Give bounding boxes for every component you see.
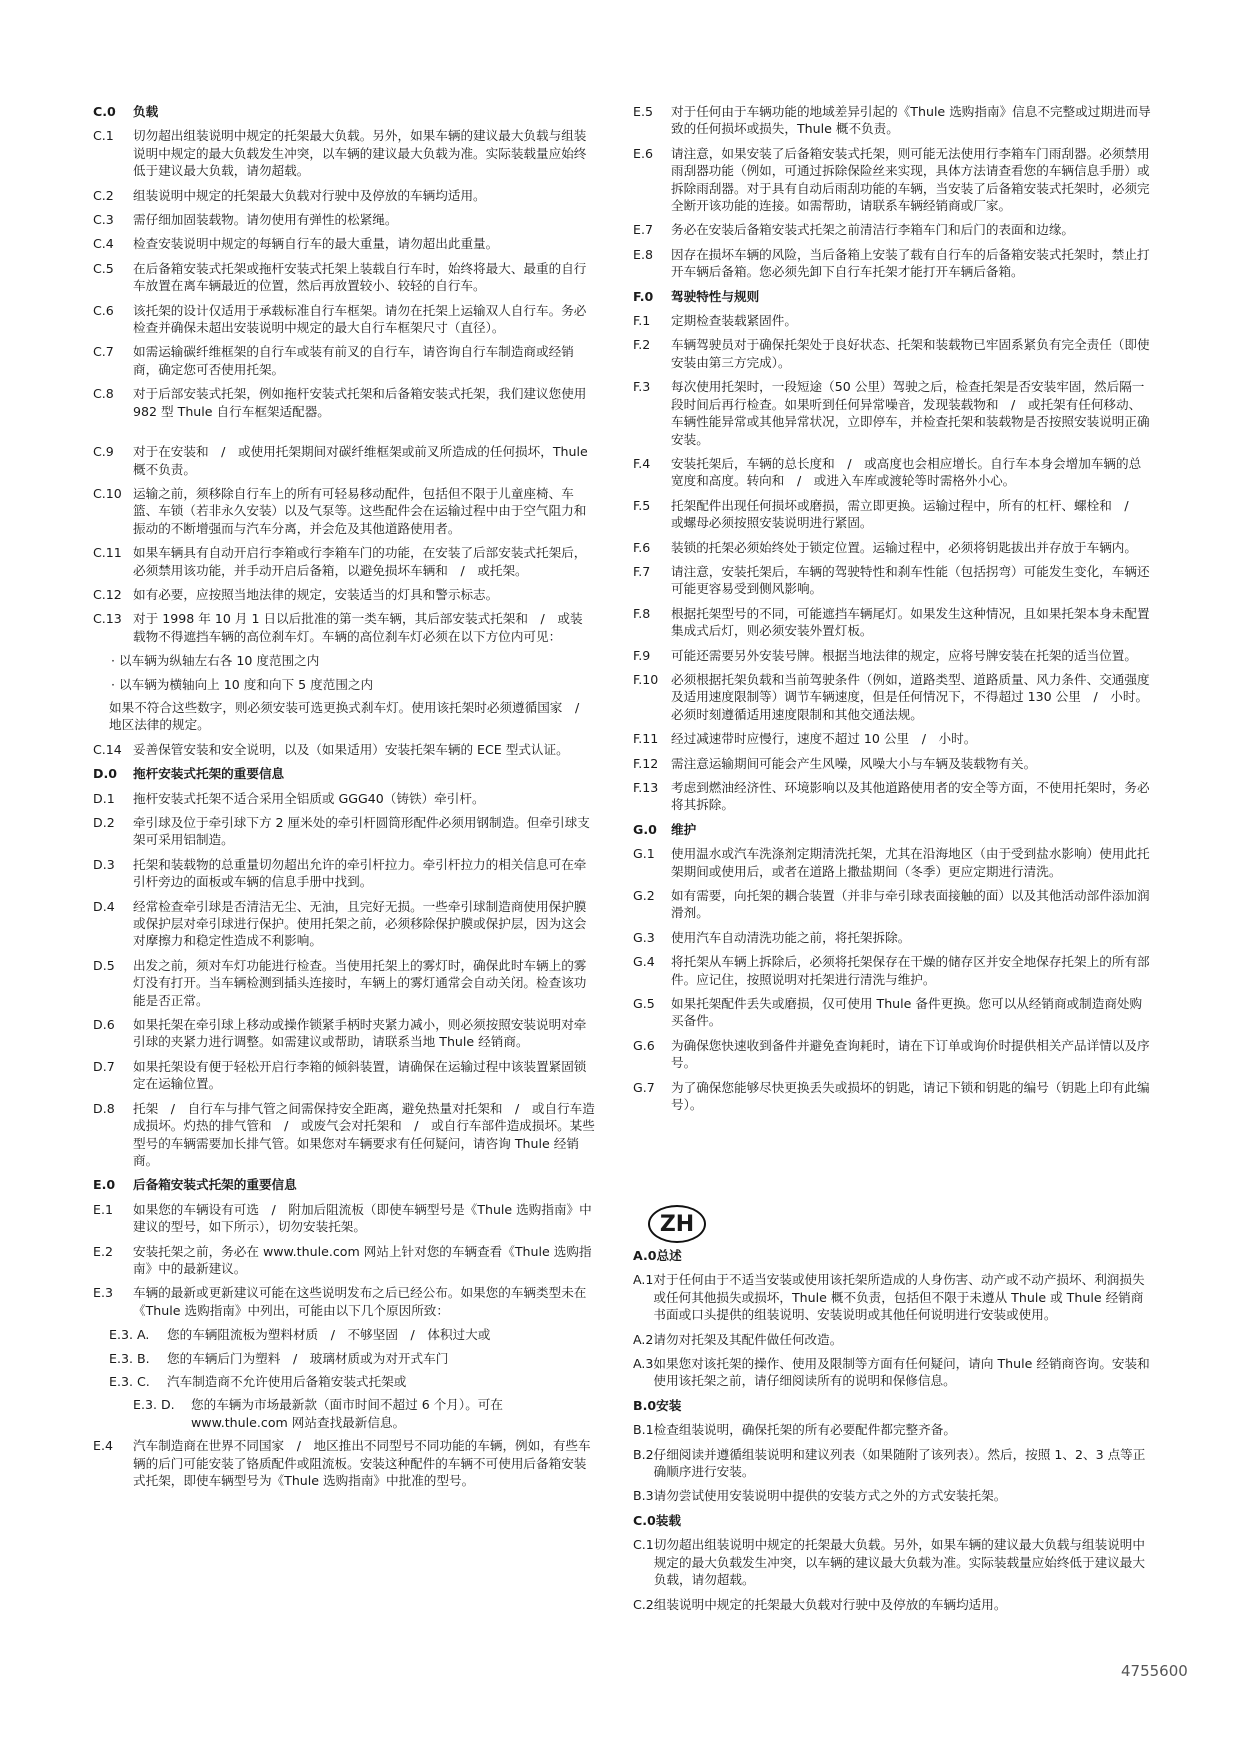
section-heading: [633, 1247, 1153, 1264]
item-number: C.2: [633, 1596, 654, 1612]
item-text: 使用汽车自动清洗功能之前，将托架拆除。: [671, 929, 911, 945]
numbered-item: [93, 856, 595, 891]
item-number: F.3: [633, 379, 651, 395]
heading-text: 总述: [656, 1248, 682, 1263]
item-text: 对于在安装和 / 或使用托架期间对碳纤维框架或前叉所造成的任何损坏，Thule 概不负责。: [133, 444, 588, 477]
item-text: 需注意运输期间可能会产生风噪，风噪大小与车辆及装载物有关。: [671, 755, 1037, 771]
numbered-item: [93, 235, 595, 252]
item-text: 如有需要，向托架的耦合装置（并非与牵引球表面接触的面）以及其他活动部件添加润滑剂。: [671, 888, 1150, 921]
bullet-item: · 以车辆为横轴向上 10 度和向下 5 度范围之内: [111, 676, 374, 692]
item-number: F.0: [633, 288, 654, 304]
item-text: 对于后部安装式托架，例如拖杆安装式托架和后备箱安装式托架，我们建议您使用 982 型 Thule 自行车框架适配器。: [133, 386, 587, 419]
item-number: B.0: [633, 1397, 657, 1413]
item-text: 您的车辆后门为塑料 / 玻璃材质或为对开式车门: [167, 1350, 449, 1366]
numbered-item: [633, 221, 1153, 238]
item-text: 仔细阅读并遵循组装说明和建议列表（如果随附了该列表）。然后，按照 1、2、3 点等正确顺序进行安装。: [653, 1446, 1146, 1480]
item-number: C.10: [93, 485, 122, 501]
numbered-item: [633, 145, 1153, 215]
document-code: 4755600: [1121, 1662, 1188, 1680]
numbered-item: [633, 605, 1153, 640]
item-number: D.2: [93, 815, 115, 830]
numbered-item: [93, 814, 595, 849]
item-number: C.8: [93, 386, 114, 402]
spacer: [93, 427, 595, 443]
right-column: [633, 103, 1153, 1121]
numbered-item: [93, 1016, 595, 1051]
item-number: C.2: [93, 187, 114, 203]
item-number: F.4: [633, 455, 651, 471]
numbered-item: [633, 563, 1153, 598]
item-text: 检查组装说明，确保托架的所有必要配件都完整齐备。: [653, 1422, 956, 1438]
heading-text: 负载: [133, 104, 159, 119]
item-text: 对于任何由于不适当安装或使用该托架所造成的人身伤害、动产或不动产损坏、利润损失或任何其他损失或损坏，Thule 概不负责，包括但不限于未遵从 Thule 或 Thule 经销商书面或口头提供的组装说明、安装说明或其他任何说明进行安装或使用。: [653, 1272, 1145, 1323]
item-number: C.5: [93, 260, 114, 276]
numbered-item: [633, 929, 1153, 946]
sub-item: [93, 1326, 595, 1343]
item-text: 汽车制造商不允许使用后备箱安装式托架或: [167, 1373, 407, 1389]
numbered-item: [93, 1437, 595, 1489]
item-number: G.3: [633, 929, 655, 945]
item-text: 可能还需要另外安装号牌。根据当地法律的规定，应将号牌安装在托架的适当位置。: [671, 647, 1137, 663]
numbered-item: [633, 336, 1153, 371]
numbered-item: [633, 1079, 1153, 1114]
item-text: 请勿尝试使用安装说明中提供的安装方式之外的方式安装托架。: [653, 1488, 1007, 1504]
item-number: B.3: [633, 1488, 654, 1504]
numbered-item: [633, 1421, 1153, 1438]
numbered-item: [93, 1243, 595, 1278]
item-text: 安装托架后，车辆的总长度和 / 或高度也会相应增长。自行车本身会增加车辆的总宽度和高度。转向和 / 或进入车库或渡轮等时需格外小心。: [671, 455, 1142, 489]
item-text: 经过减速带时应慢行，速度不超过 10 公里 / 小时。: [671, 731, 977, 747]
zh-section: [633, 1247, 1153, 1620]
item-number: C.1: [633, 1537, 654, 1553]
item-number: D.0: [93, 766, 118, 782]
item-text: 如果您对该托架的操作、使用及限制等方面有任何疑问，请向 Thule 经销商咨询。安装和使用该托架之前，请仔细阅读所有的说明和保修信息。: [653, 1356, 1150, 1389]
item-text: 为确保您快速收到备件并避免查询耗时，请在下订单或询价时提供相关产品详情以及序号。: [671, 1037, 1150, 1071]
heading-text: 装载: [655, 1512, 681, 1528]
numbered-item: [633, 312, 1153, 329]
heading-text: 安装: [656, 1397, 682, 1413]
item-number: G.7: [633, 1079, 655, 1095]
item-number: F.5: [633, 497, 651, 513]
numbered-item: [93, 1058, 595, 1093]
item-text: 必须根据托架负载和当前驾驶条件（例如，道路类型、道路质量、风力条件、交通强度及适用速度限制等）调节车辆速度，但是任何情况下，不得超过 130 公里 / 小时。必须时刻遵循适用速度限制和其他交通法规。: [671, 671, 1150, 722]
numbered-item: [633, 671, 1153, 723]
item-number: E.3. A.: [109, 1327, 150, 1343]
numbered-item: [633, 1271, 1153, 1323]
item-text: 对于 1998 年 10 月 1 日以后批准的第一类车辆，其后部安装式托架和 / 或装载物不得遮挡车辆的高位刹车灯。车辆的高位刹车灯必须在以下方位内可见：: [133, 611, 583, 644]
sub-item: [93, 1350, 595, 1367]
item-text: 每次使用托架时，一段短途（50 公里）驾驶之后，检查托架是否安装牢固，然后隔一段时间后再行检查。如果听到任何异常噪音，发现装载物和 / 或托架有任何移动、车辆性能异常或其他异常状况，立即停车，并检查托架和装载物是否按照安装说明正确安装。: [671, 379, 1150, 447]
item-number: G.1: [633, 846, 655, 862]
item-number: G.6: [633, 1037, 655, 1053]
bullet-item: · 以车辆为纵轴左右各 10 度范围之内: [111, 653, 320, 669]
item-text: 组装说明中规定的托架最大负载对行驶中及停放的车辆均适用。: [133, 187, 486, 203]
item-text: 将托架从车辆上拆除后，必须将托架保存在干燥的储存区并安全地保存托架上的所有部件。应记住，按照说明对托架进行清洗与维护。: [671, 954, 1150, 987]
item-text: 托架 / 自行车与排气管之间需保持安全距离，避免热量对托架和 / 或自行车造成损坏。灼热的排气管和 / 或废气会对托架和 / 或自行车部件造成损坏。某些型号的车辆需要加长排气管。如果您对车辆要求有任何疑问，请咨询 Thule 经销商。: [133, 1100, 595, 1168]
item-text: 出发之前，须对车灯功能进行检查。当使用托架上的雾灯时，确保此时车辆上的雾灯没有打开。当车辆检测到插头连接时，车辆上的雾灯通常会自动关闭。检查该功能是否正常。: [133, 957, 587, 1008]
item-number: E.3. B.: [109, 1350, 150, 1366]
numbered-item: [93, 187, 595, 204]
item-number: C.13: [93, 611, 122, 627]
item-number: D.3: [93, 856, 115, 872]
numbered-item: [633, 1446, 1153, 1481]
item-text: 如果托架配件丢失或磨损，仅可使用 Thule 备件更换。您可以从经销商或制造商处购买备件。: [671, 996, 1143, 1029]
item-text: 如果车辆具有自动开启行李箱或行李箱车门的功能，在安装了后部安装式托架后，必须禁用该功能，并手动开启后备箱，以避免损坏车辆和 / 或托架。: [133, 545, 587, 578]
item-text: 组装说明中规定的托架最大负载对行驶中及停放的车辆均适用。: [653, 1596, 1007, 1612]
numbered-item: [93, 790, 595, 807]
item-number: G.2: [633, 888, 655, 904]
numbered-item: [93, 260, 595, 295]
item-text: 切勿超出组装说明中规定的托架最大负载。另外，如果车辆的建议最大负载与组装说明中规定的最大负载发生冲突，以车辆的建议最大负载为准。实际装载量应始终低于建议最大负载，请勿超载。: [653, 1537, 1145, 1588]
item-number: E.8: [633, 246, 653, 262]
item-number: D.1: [93, 790, 115, 806]
item-number: E.7: [633, 222, 653, 238]
item-number: F.1: [633, 313, 651, 329]
numbered-item: [93, 211, 595, 228]
item-number: G.5: [633, 996, 655, 1012]
item-text: 请勿对托架及其配件做任何改造。: [653, 1331, 843, 1347]
item-text: 托架配件出现任何损坏或磨损，需立即更换。运输过程中，所有的杠杆、螺栓和 / 或螺母必须按照安装说明进行紧固。: [671, 497, 1142, 531]
language-badge-zh: ZH: [648, 1205, 706, 1243]
numbered-item: [93, 485, 595, 537]
item-number: B.1: [633, 1422, 654, 1438]
numbered-item: [633, 378, 1153, 448]
section-heading: [93, 103, 595, 120]
numbered-item: [633, 1596, 1153, 1613]
item-text: 车辆的最新或更新建议可能在这些说明发布之后已经公布。如果您的车辆类型未在《Thule 选购指南》中列出，可能由以下几个原因所致：: [133, 1285, 587, 1318]
item-number: A.3: [633, 1356, 654, 1372]
numbered-item: [633, 1536, 1153, 1588]
item-text: 如果托架在牵引球上移动或操作锁紧手柄时夹紧力减小，则必须按照安装说明对牵引球的夹紧力进行调整。如需建议或帮助，请联系当地 Thule 经销商。: [133, 1017, 587, 1050]
sub-item: [93, 1396, 595, 1431]
item-text: 如果托架设有便于轻松开启行李箱的倾斜装置，请确保在运输过程中该装置紧固锁定在运输位置。: [133, 1058, 587, 1092]
heading-text: 后备箱安装式托架的重要信息: [133, 1177, 297, 1193]
item-text: 定期检查装载紧固件。: [671, 313, 797, 329]
numbered-item: [633, 1487, 1153, 1504]
numbered-item: [93, 1100, 595, 1170]
item-number: F.10: [633, 671, 659, 687]
item-number: E.3: [93, 1285, 113, 1301]
item-number: D.8: [93, 1100, 115, 1116]
section-heading: [633, 821, 1153, 838]
numbered-item: [93, 610, 595, 645]
item-number: C.4: [93, 236, 114, 252]
item-text: 牵引球及位于牵引球下方 2 厘米处的牵引杆圆筒形配件必须用钢制造。但牵引球支架可采用铝制造。: [133, 815, 590, 848]
item-number: A.1: [633, 1272, 654, 1288]
item-text: 为了确保您能够尽快更换丢失或损坏的钥匙，请记下锁和钥匙的编号（钥匙上印有此编号）。: [671, 1079, 1150, 1113]
item-number: E.6: [633, 145, 653, 161]
item-number: F.8: [633, 605, 651, 621]
paragraph: 如果不符合这些数字，则必须安装可选更换式刹车灯。使用该托架时必须遵循国家 / 地区法律的规定。: [109, 699, 592, 733]
numbered-item: [633, 995, 1153, 1030]
item-text: 在后备箱安装式托架或拖杆安装式托架上装载自行车时，始终将最大、最重的自行车放置在离车辆最近的位置，然后再放置较小、较轻的自行车。: [133, 260, 587, 294]
item-number: D.4: [93, 898, 115, 914]
section-heading: [93, 765, 595, 782]
item-text: 根据托架型号的不同，可能遮挡车辆尾灯。如果发生这种情况，且如果托架本身未配置集成式后灯，则必须安装外置灯板。: [671, 605, 1150, 639]
item-text: 切勿超出组装说明中规定的托架最大负载。另外，如果车辆的建议最大负载与组装说明中规定的最大负载发生冲突，以车辆的建议最大负载为准。实际装载量应始终低于建议最大负载，请勿超载。: [133, 128, 587, 179]
item-text: 托架和装载物的总重量切勿超出允许的牵引杆拉力。牵引杆拉力的相关信息可在牵引杆旁边的面板或车辆的信息手册中找到。: [133, 856, 587, 890]
item-text: 请注意，安装托架后，车辆的驾驶特性和刹车性能（包括拐弯）可能发生变化，车辆还可能更容易受到侧风影响。: [671, 563, 1150, 597]
numbered-item: [633, 455, 1153, 490]
heading-text: 驾驶特性与规则: [671, 288, 760, 304]
item-number: D.5: [93, 957, 115, 973]
item-text: 该托架的设计仅适用于承载标准自行车框架。请勿在托架上运输双人自行车。务必检查并确保未超出安装说明中规定的最大自行车框架尺寸（直径）。: [133, 302, 587, 336]
item-number: D.6: [93, 1017, 115, 1033]
item-text: 您的车辆为市场最新款（面市时间不超过 6 个月）。可在 www.thule.com 网站查找最新信息。: [191, 1397, 503, 1430]
item-text: 运输之前，须移除自行车上的所有可轻易移动配件，包括但不限于儿童座椅、车篮、车锁（若非永久安装）以及气泵等。这些配件会在运输过程中由于空气阻力和振动的不断增强而与汽车分离，并会危及其他道路使用者。: [133, 485, 587, 536]
item-number: C.1: [93, 128, 114, 144]
item-text: 务必在安装后备箱安装式托架之前清洁行李箱车门和后门的表面和边缘。: [671, 222, 1074, 238]
item-text: 汽车制造商在世界不同国家 / 地区推出不同型号不同功能的车辆，例如，有些车辆的后门可能安装了铬质配件或阻流板。安装这种配件的车辆不可使用后备箱安装式托架，即使车辆型号为《Thule 选购指南》中批准的型号。: [133, 1438, 591, 1488]
item-text: 如果您的车辆设有可选 / 附加后阻流板（即使车辆型号是《Thule 选购指南》中建议的型号，如下所示），切勿安装托架。: [133, 1201, 592, 1235]
numbered-item: [93, 741, 595, 758]
item-number: E.3. C.: [109, 1373, 150, 1389]
item-number: C.3: [93, 212, 114, 228]
item-text: 检查安装说明中规定的每辆自行车的最大重量，请勿超出此重量。: [133, 236, 499, 252]
item-number: E.2: [93, 1243, 113, 1259]
sub-item: [93, 1373, 595, 1390]
item-number: E.1: [93, 1201, 113, 1217]
item-text: 经常检查牵引球是否清洁无尘、无油，且完好无损。一些牵引球制造商使用保护膜或保护层对牵引球进行保护。使用托架之前，必须移除保护膜或保护层，因为这会对摩擦力和稳定性造成不利影响。: [133, 898, 587, 949]
item-text: 需仔细加固装载物。请勿使用有弹性的松紧绳。: [133, 212, 398, 228]
item-text: 您的车辆阻流板为塑料材质 / 不够坚固 / 体积过大或: [167, 1327, 491, 1343]
item-number: B.2: [633, 1446, 654, 1462]
item-text: 对于任何由于车辆功能的地域差异引起的《Thule 选购指南》信息不完整或过期进而导致的任何损坏或损失，Thule 概不负责。: [671, 104, 1151, 137]
item-number: D.7: [93, 1058, 115, 1074]
numbered-item: [633, 246, 1153, 281]
item-text: 使用温水或汽车洗涤剂定期清洗托架，尤其在沿海地区（由于受到盐水影响）使用此托架期间或使用后，或者在道路上撒盐期间（冬季）更应定期进行清洗。: [671, 846, 1150, 879]
numbered-item: [93, 544, 595, 579]
left-column: [93, 103, 595, 1496]
item-number: C.14: [93, 741, 122, 757]
item-text: 装锁的托架必须始终处于锁定位置。运输过程中，必须将钥匙拔出并存放于车辆内。: [671, 539, 1137, 555]
numbered-item: [93, 957, 595, 1009]
numbered-item: [633, 845, 1153, 880]
item-number: F.9: [633, 647, 651, 663]
section-heading: [633, 1512, 1153, 1529]
numbered-item: [93, 302, 595, 337]
numbered-item: [633, 1037, 1153, 1072]
section-heading: [633, 288, 1153, 305]
numbered-item: [633, 755, 1153, 772]
item-text: 请注意，如果安装了后备箱安装式托架，则可能无法使用行李箱车门雨刮器。必须禁用雨刮器功能（例如，可通过拆除保险丝来实现，具体方法请查看您的车辆信息手册）或拆除雨刮器。对于具有自动后雨刮功能的车辆，当安装了后备箱安装式托架时，必须完全断开该功能的连接。如需帮助，请联系车辆经销商或厂家。: [671, 145, 1150, 214]
numbered-item: [93, 127, 595, 179]
item-number: C.0: [93, 104, 116, 119]
heading-text: 维护: [671, 821, 697, 837]
item-number: C.9: [93, 444, 114, 460]
item-text: 妥善保管安装和安全说明，以及（如果适用）安装托架车辆的 ECE 型式认证。: [133, 741, 569, 757]
numbered-item: [633, 953, 1153, 988]
numbered-item: [633, 647, 1153, 664]
item-number: F.11: [633, 731, 659, 747]
numbered-item: [93, 1201, 595, 1236]
heading-text: 拖杆安装式托架的重要信息: [133, 766, 285, 782]
item-number: F.2: [633, 337, 651, 353]
item-number: C.11: [93, 545, 122, 561]
numbered-item: [633, 1331, 1153, 1348]
numbered-item: [93, 385, 595, 420]
item-number: F.7: [633, 563, 651, 579]
item-number: E.4: [93, 1438, 113, 1454]
item-text: 如有必要，应按照当地法律的规定，安装适当的灯具和警示标志。: [133, 586, 499, 602]
item-number: E.0: [93, 1177, 116, 1193]
item-number: A.2: [633, 1331, 654, 1347]
item-number: G.4: [633, 954, 655, 970]
numbered-item: [633, 1355, 1153, 1390]
numbered-item: [93, 343, 595, 378]
section-heading: [633, 1397, 1153, 1414]
item-text: 如需运输碳纤维框架的自行车或装有前叉的自行车，请咨询自行车制造商或经销商，确定您可否使用托架。: [133, 344, 574, 377]
numbered-item: [633, 730, 1153, 747]
item-text: 拖杆安装式托架不适合采用全铝质或 GGG40（铸铁）牵引杆。: [133, 790, 485, 806]
item-text: 车辆驾驶员对于确保托架处于良好状态、托架和装载物已牢固系紧负有完全责任（即使安装由第三方完成）。: [671, 337, 1150, 370]
numbered-item: [633, 103, 1153, 138]
item-number: C.6: [93, 302, 114, 318]
item-text: 考虑到燃油经济性、环境影响以及其他道路使用者的安全等方面，不使用托架时，务必将其拆除。: [671, 780, 1150, 813]
item-number: C.12: [93, 586, 122, 602]
numbered-item: [93, 898, 595, 950]
numbered-item: [93, 443, 595, 478]
item-text: 因存在损坏车辆的风险，当后备箱上安装了载有自行车的后备箱安装式托架时，禁止打开车辆后备箱。您必须先卸下自行车托架才能打开车辆后备箱。: [671, 246, 1150, 280]
section-heading: [93, 1176, 595, 1193]
item-number: F.6: [633, 539, 651, 555]
item-number: F.12: [633, 755, 659, 771]
numbered-item: [93, 1284, 595, 1319]
item-number: G.0: [633, 821, 657, 837]
numbered-item: [633, 497, 1153, 532]
item-number: C.7: [93, 344, 114, 360]
numbered-item: [93, 586, 595, 603]
numbered-item: [633, 887, 1153, 922]
item-text: 安装托架之前，务必在 www.thule.com 网站上针对您的车辆查看《Thule 选购指南》中的最新建议。: [133, 1243, 592, 1276]
item-number: A.0: [633, 1248, 657, 1263]
item-number: C.0: [633, 1512, 656, 1528]
item-number: F.13: [633, 780, 659, 795]
item-number: E.3. D.: [133, 1397, 175, 1413]
numbered-item: [633, 539, 1153, 556]
item-number: E.5: [633, 104, 653, 119]
numbered-item: [633, 779, 1153, 814]
